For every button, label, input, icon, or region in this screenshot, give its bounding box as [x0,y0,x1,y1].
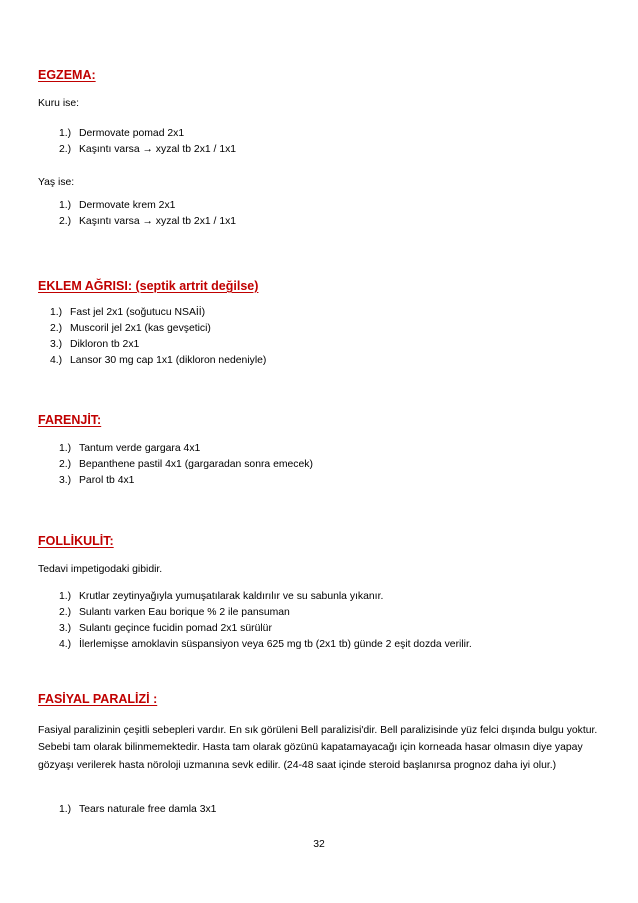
section-heading-follikulit: FOLLİKULİT: [38,534,114,548]
wet-label: Yaş ise: [38,177,75,188]
dry-label: Kuru ise: [38,98,80,109]
fasiyal-paragraph: Fasiyal paralizinin çeşitli sebepleri vardır. En sık görüleni Bell paralizisi'dir. Bell paralizisinde yüz felci dışında bulgu yoktur. Sebebi tam olarak bilinmemektedir. Hasta tam olarak gözünü kapatamayacağı için korneada hasar olmasın diye yapay gözyaşı verilerek hasta nöroloji uzmanına sevk edilir. (24-48 saat içinde steroid başlanırsa prognoz daha iyi olur.) [38,725,598,771]
document-page: EGZEMA: Kuru ise: 1.) Dermovate pomad 2x1 2.) Kaşıntı varsa → xyzal tb 2x1 / 1x1 Yaş ise: 1.) Dermovate krem 2x1 2.) Kaşıntı varsa → xyzal tb 2x1 / 1x1 EKLEM AĞRISI: (septik artrit değilse) 1.) Fast jel 2x1 (soğutucu NSAİİ) 2.) Muscoril jel 2x1 (kas gevşetici) 3.) Dikloron tb 2x1 4.) Lansor 30 mg cap 1x1 (dikloron nedeniyle) FARENJİT: 1.) Tantum verde gargara 4x1 2.) Bepanthene pastil 4x1 (gargaradan sonra emecek) 3.) Parol tb 4x1 FOLLİKULİT: Tedavi impetigodaki gibidir. 1.) Krutlar zeytinyağıyla yumuşatılarak kaldırılır ve su sabunla yıkanır. 2.) Sulantı varken Eau borique % 2 ile pansuman 3.) Sulantı geçince fucidin pomad 2x1 sürülür 4.) İlerlemişse amoklavin süspansiyon veya 625 mg tb (2x1 tb) günde 2 eşit dozda verilir. FASİYAL PARALİZİ : Fasiyal paralizinin çeşitli sebepleri vardır. En sık görüleni Bell paralizisi'dir. Bell paralizisinde yüz felci dışında bulgu yoktur. Sebebi tam olarak bilinmemektedir. Hasta tam olarak gözünü kapatamayacağı için korneada hasar olmasın diye yapay gözyaşı verilerek hasta nöroloji uzmanına sevk edilir. (24-48 saat içinde steroid başlanırsa prognoz daha iyi olur.) 1.) Tears naturale free damla 3x1 32 [0,0,638,903]
section-heading-farenjit: FARENJİT: [38,413,102,427]
section-heading-eklem-agrisi: EKLEM AĞRISI: (septik artrit değilse) [38,279,259,293]
page-number: 32 [313,839,325,850]
follikulit-intro: Tedavi impetigodaki gibidir. [38,564,163,575]
section-heading-egzema: EGZEMA: [38,68,96,82]
section-heading-fasiyal-paralizi: FASİYAL PARALİZİ : [38,692,158,706]
